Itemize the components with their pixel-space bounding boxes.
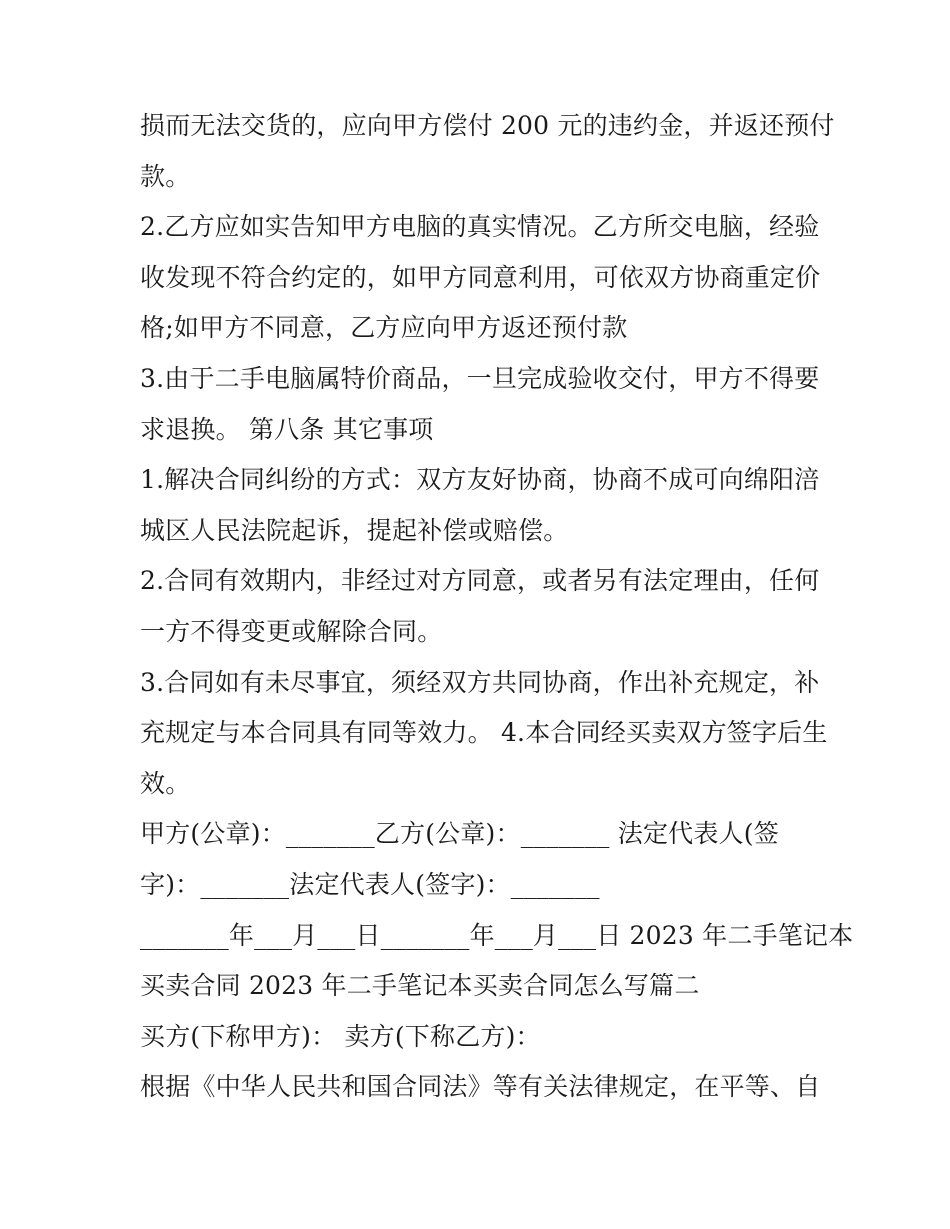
text-line: 3.由于二手电脑属特价商品，一旦完成验收交付，甲方不得要 (140, 363, 820, 393)
section-title-line: 买卖合同 2023 年二手笔记本买卖合同怎么写篇二 (140, 971, 700, 1001)
text-line: 款。 (140, 161, 191, 191)
text-line: 效。 (140, 768, 191, 798)
text-line: 一方不得变更或解除合同。 (140, 616, 443, 646)
text-line: 格;如甲方不同意，乙方应向甲方返还预付款 (140, 313, 628, 343)
text-line: 充规定与本合同具有同等效力。 4.本合同经买卖双方签字后生 (140, 718, 828, 748)
text-line: 损而无法交货的，应向甲方偿付 200 元的违约金，并返还预付 (140, 111, 835, 140)
signature-line: 字)：_______法定代表人(签字)：_______ (140, 869, 600, 899)
contract-text (140, 101, 854, 1113)
date-line: _______年___月___日_______年___月___日 2023 年二手笔记本 (140, 920, 854, 950)
text-line: 收发现不符合约定的，如甲方同意利用，可依双方协商重定价 (140, 262, 821, 292)
text-line: 2.合同有效期内，非经过对方同意，或者另有法定理由，任何 (140, 566, 820, 596)
text-line: 求退换。 第八条 其它事项 (140, 414, 434, 444)
signature-line: 甲方(公章)：_______乙方(公章)：_______ 法定代表人(签 (140, 819, 779, 849)
text-line: 3.合同如有未尽事宜，须经双方共同协商，作出补充规定，补 (140, 667, 820, 697)
parties-line: 买方(下称甲方)： 卖方(下称乙方)： (140, 1021, 541, 1051)
text-line: 1.解决合同纠纷的方式：双方友好协商，协商不成可向绵阳涪 (140, 465, 820, 495)
text-line: 根据《中华人民共和国合同法》等有关法律规定，在平等、自 (140, 1072, 821, 1102)
text-line: 城区人民法院起诉，提起补偿或赔偿。 (140, 515, 569, 545)
text-line: 2.乙方应如实告知甲方电脑的真实情况。乙方所交电脑，经验 (140, 212, 820, 242)
